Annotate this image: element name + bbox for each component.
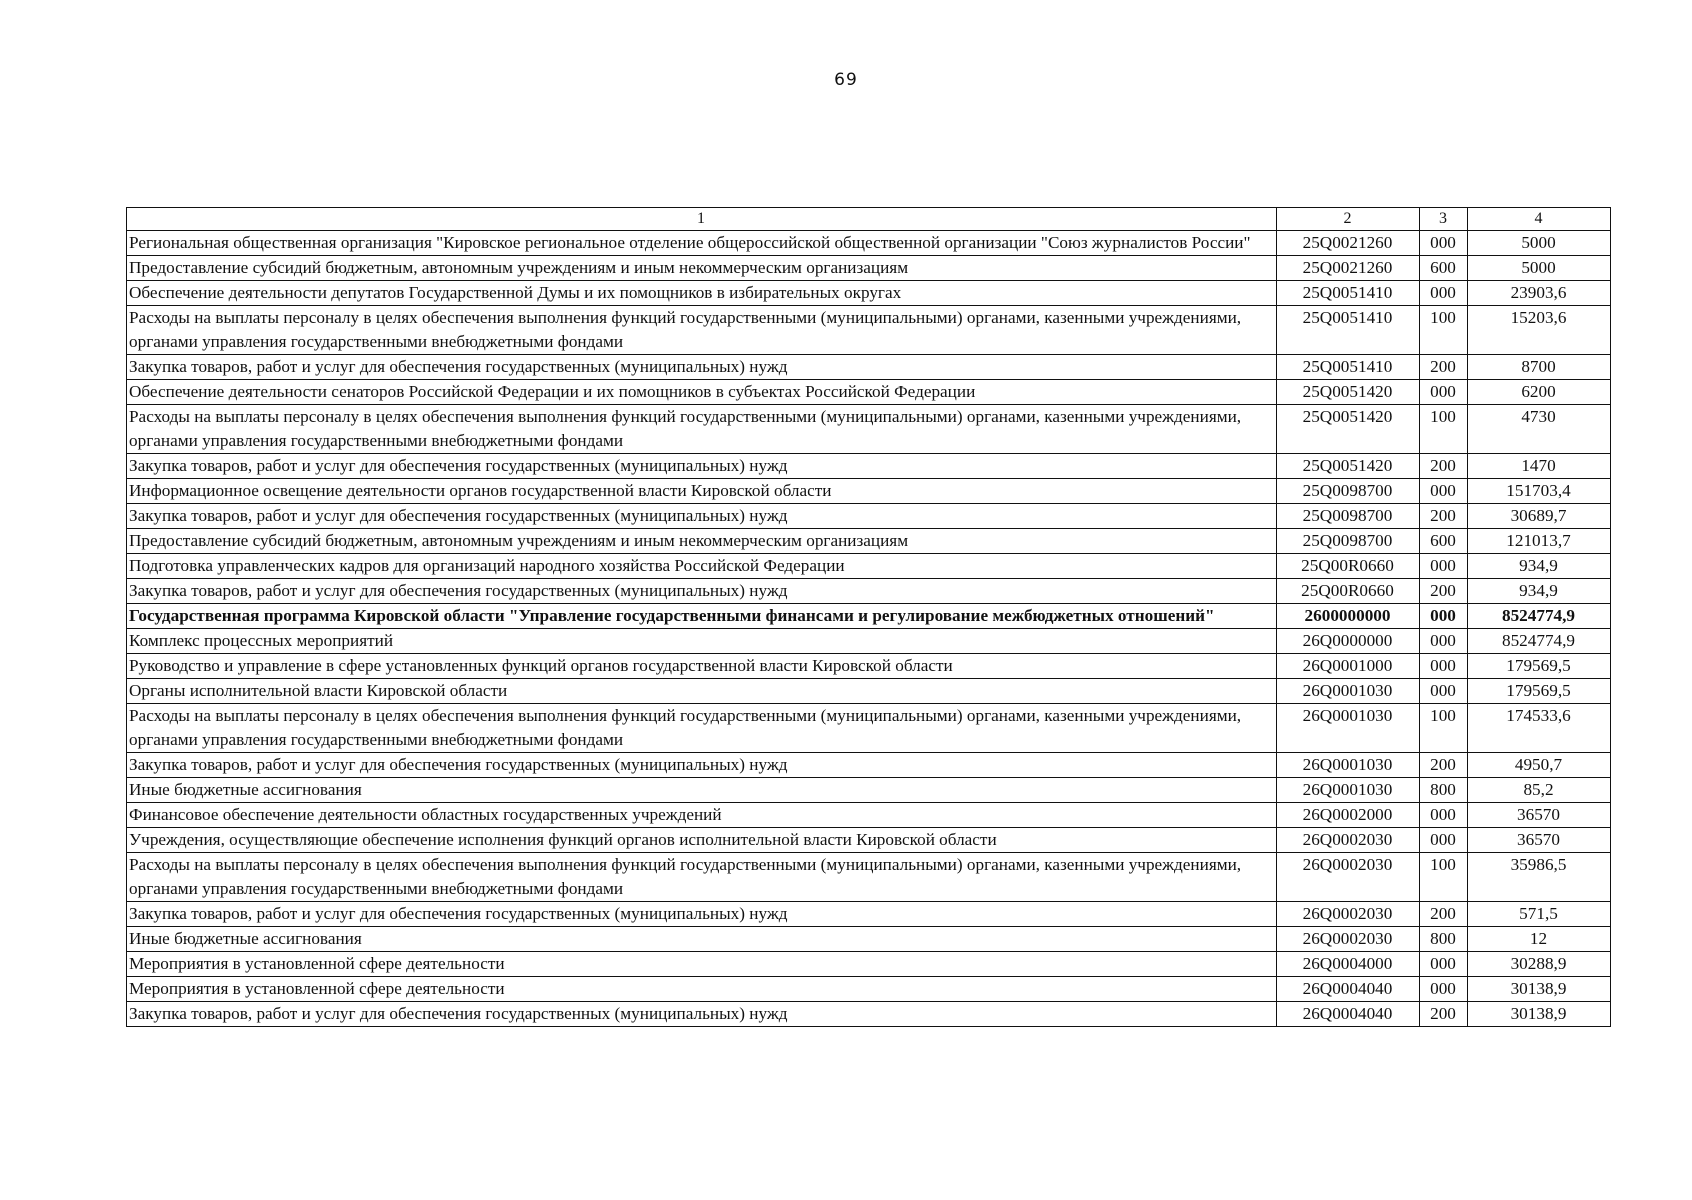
row-code-cell: 25Q00R0660 (1277, 579, 1420, 604)
row-type-cell: 800 (1420, 927, 1468, 952)
row-code-cell: 25Q0021260 (1277, 256, 1420, 281)
row-type-cell: 000 (1420, 554, 1468, 579)
table-row (127, 504, 1611, 529)
table-row (127, 256, 1611, 281)
table-row (127, 828, 1611, 853)
row-amount-cell: 30689,7 (1468, 504, 1611, 529)
row-name-cell: Расходы на выплаты персоналу в целях обеспечения выполнения функций государственными (муниципальными) органами, казенными учреждениями, органами управления государственными внебюджетными фондами (127, 405, 1277, 454)
row-amount-cell: 6200 (1468, 380, 1611, 405)
row-code-cell: 25Q0021260 (1277, 231, 1420, 256)
row-name-cell: Комплекс процессных мероприятий (127, 629, 1277, 654)
table-row (127, 454, 1611, 479)
row-type-cell: 000 (1420, 479, 1468, 504)
row-type-cell: 000 (1420, 629, 1468, 654)
row-code-cell: 26Q0002030 (1277, 853, 1420, 902)
row-amount-cell: 121013,7 (1468, 529, 1611, 554)
table-body (127, 231, 1611, 1027)
row-name-cell: Руководство и управление в сфере установленных функций органов государственной власти Кировской области (127, 654, 1277, 679)
row-name-cell: Подготовка управленческих кадров для организаций народного хозяйства Российской Федерации (127, 554, 1277, 579)
row-type-cell: 000 (1420, 952, 1468, 977)
row-name-cell: Закупка товаров, работ и услуг для обеспечения государственных (муниципальных) нужд (127, 355, 1277, 380)
row-amount-cell: 8700 (1468, 355, 1611, 380)
row-name-cell: Закупка товаров, работ и услуг для обеспечения государственных (муниципальных) нужд (127, 902, 1277, 927)
row-name-cell: Закупка товаров, работ и услуг для обеспечения государственных (муниципальных) нужд (127, 579, 1277, 604)
row-code-cell: 26Q0001000 (1277, 654, 1420, 679)
row-name-cell: Расходы на выплаты персоналу в целях обеспечения выполнения функций государственными (муниципальными) органами, казенными учреждениями, органами управления государственными внебюджетными фондами (127, 853, 1277, 902)
row-amount-cell: 30138,9 (1468, 1002, 1611, 1027)
row-amount-cell: 934,9 (1468, 579, 1611, 604)
table-row (127, 654, 1611, 679)
table-row (127, 778, 1611, 803)
row-name-cell: Закупка товаров, работ и услуг для обеспечения государственных (муниципальных) нужд (127, 1002, 1277, 1027)
row-code-cell: 25Q0051420 (1277, 454, 1420, 479)
row-code-cell: 25Q0051410 (1277, 281, 1420, 306)
table-row (127, 281, 1611, 306)
row-code-cell: 26Q0001030 (1277, 778, 1420, 803)
row-type-cell: 000 (1420, 828, 1468, 853)
table-row (127, 479, 1611, 504)
table-row (127, 977, 1611, 1002)
table-row (127, 853, 1611, 902)
header-col-2: 2 (1277, 208, 1420, 231)
table-row (127, 1002, 1611, 1027)
row-amount-cell: 12 (1468, 927, 1611, 952)
row-amount-cell: 571,5 (1468, 902, 1611, 927)
row-code-cell: 26Q0002030 (1277, 828, 1420, 853)
row-type-cell: 600 (1420, 256, 1468, 281)
row-type-cell: 000 (1420, 281, 1468, 306)
row-amount-cell: 8524774,9 (1468, 629, 1611, 654)
row-type-cell: 000 (1420, 803, 1468, 828)
row-name-cell: Информационное освещение деятельности органов государственной власти Кировской области (127, 479, 1277, 504)
row-amount-cell: 1470 (1468, 454, 1611, 479)
table-row (127, 579, 1611, 604)
table-row (127, 554, 1611, 579)
row-amount-cell: 934,9 (1468, 554, 1611, 579)
row-amount-cell: 8524774,9 (1468, 604, 1611, 629)
row-amount-cell: 4730 (1468, 405, 1611, 454)
table-row (127, 902, 1611, 927)
row-type-cell: 800 (1420, 778, 1468, 803)
row-amount-cell: 5000 (1468, 256, 1611, 281)
row-name-cell: Обеспечение деятельности сенаторов Российской Федерации и их помощников в субъектах Российской Федерации (127, 380, 1277, 405)
header-col-3: 3 (1420, 208, 1468, 231)
header-col-1: 1 (127, 208, 1277, 231)
row-code-cell: 2600000000 (1277, 604, 1420, 629)
row-code-cell: 25Q0098700 (1277, 529, 1420, 554)
table-row (127, 753, 1611, 778)
row-amount-cell: 36570 (1468, 828, 1611, 853)
row-name-cell: Финансовое обеспечение деятельности областных государственных учреждений (127, 803, 1277, 828)
table-row (127, 803, 1611, 828)
row-amount-cell: 30138,9 (1468, 977, 1611, 1002)
row-type-cell: 600 (1420, 529, 1468, 554)
row-type-cell: 000 (1420, 604, 1468, 629)
table-row (127, 629, 1611, 654)
row-code-cell: 25Q0051410 (1277, 355, 1420, 380)
row-code-cell: 25Q0098700 (1277, 479, 1420, 504)
row-amount-cell: 36570 (1468, 803, 1611, 828)
row-type-cell: 100 (1420, 853, 1468, 902)
row-amount-cell: 23903,6 (1468, 281, 1611, 306)
row-code-cell: 26Q0002030 (1277, 927, 1420, 952)
row-type-cell: 000 (1420, 679, 1468, 704)
row-name-cell: Мероприятия в установленной сфере деятельности (127, 977, 1277, 1002)
table-row (127, 704, 1611, 753)
row-type-cell: 200 (1420, 454, 1468, 479)
row-name-cell: Региональная общественная организация "Кировское региональное отделение общероссийской общественной организации "Союз журналистов России" (127, 231, 1277, 256)
row-type-cell: 100 (1420, 405, 1468, 454)
row-code-cell: 25Q0051420 (1277, 380, 1420, 405)
row-type-cell: 000 (1420, 231, 1468, 256)
row-amount-cell: 15203,6 (1468, 306, 1611, 355)
table-row (127, 952, 1611, 977)
row-type-cell: 000 (1420, 654, 1468, 679)
table-row (127, 529, 1611, 554)
row-type-cell: 200 (1420, 902, 1468, 927)
row-code-cell: 26Q0004040 (1277, 1002, 1420, 1027)
row-code-cell: 26Q0004040 (1277, 977, 1420, 1002)
row-code-cell: 26Q0000000 (1277, 629, 1420, 654)
row-code-cell: 25Q0098700 (1277, 504, 1420, 529)
row-name-cell: Расходы на выплаты персоналу в целях обеспечения выполнения функций государственными (муниципальными) органами, казенными учреждениями, органами управления государственными внебюджетными фондами (127, 704, 1277, 753)
row-amount-cell: 85,2 (1468, 778, 1611, 803)
header-col-4: 4 (1468, 208, 1611, 231)
row-type-cell: 000 (1420, 380, 1468, 405)
table-row (127, 355, 1611, 380)
row-type-cell: 000 (1420, 977, 1468, 1002)
row-code-cell: 26Q0002030 (1277, 902, 1420, 927)
row-amount-cell: 30288,9 (1468, 952, 1611, 977)
row-name-cell: Иные бюджетные ассигнования (127, 927, 1277, 952)
table-row (127, 679, 1611, 704)
row-type-cell: 200 (1420, 753, 1468, 778)
row-code-cell: 26Q0001030 (1277, 679, 1420, 704)
table-row (127, 927, 1611, 952)
row-code-cell: 25Q0051410 (1277, 306, 1420, 355)
row-code-cell: 25Q0051420 (1277, 405, 1420, 454)
row-amount-cell: 174533,6 (1468, 704, 1611, 753)
row-amount-cell: 151703,4 (1468, 479, 1611, 504)
table-row (127, 405, 1611, 454)
row-type-cell: 100 (1420, 306, 1468, 355)
row-amount-cell: 35986,5 (1468, 853, 1611, 902)
page-number: 69 (834, 70, 858, 90)
row-amount-cell: 179569,5 (1468, 679, 1611, 704)
row-type-cell: 200 (1420, 1002, 1468, 1027)
row-type-cell: 200 (1420, 504, 1468, 529)
table-row (127, 231, 1611, 256)
row-amount-cell: 4950,7 (1468, 753, 1611, 778)
row-type-cell: 100 (1420, 704, 1468, 753)
row-code-cell: 25Q00R0660 (1277, 554, 1420, 579)
row-code-cell: 26Q0002000 (1277, 803, 1420, 828)
row-name-cell: Закупка товаров, работ и услуг для обеспечения государственных (муниципальных) нужд (127, 454, 1277, 479)
row-type-cell: 200 (1420, 355, 1468, 380)
row-name-cell: Закупка товаров, работ и услуг для обеспечения государственных (муниципальных) нужд (127, 504, 1277, 529)
row-amount-cell: 5000 (1468, 231, 1611, 256)
row-name-cell: Предоставление субсидий бюджетным, автономным учреждениям и иным некоммерческим организациям (127, 529, 1277, 554)
row-amount-cell: 179569,5 (1468, 654, 1611, 679)
row-name-cell: Обеспечение деятельности депутатов Государственной Думы и их помощников в избирательных округах (127, 281, 1277, 306)
row-code-cell: 26Q0001030 (1277, 704, 1420, 753)
row-code-cell: 26Q0004000 (1277, 952, 1420, 977)
row-name-cell: Закупка товаров, работ и услуг для обеспечения государственных (муниципальных) нужд (127, 753, 1277, 778)
row-name-cell: Расходы на выплаты персоналу в целях обеспечения выполнения функций государственными (муниципальными) органами, казенными учреждениями, органами управления государственными внебюджетными фондами (127, 306, 1277, 355)
row-name-cell: Мероприятия в установленной сфере деятельности (127, 952, 1277, 977)
row-name-cell: Государственная программа Кировской области "Управление государственными финансами и регулирование межбюджетных отношений" (127, 604, 1277, 629)
table-row (127, 306, 1611, 355)
header-row (127, 208, 1611, 231)
budget-table (126, 207, 1611, 1027)
row-name-cell: Органы исполнительной власти Кировской области (127, 679, 1277, 704)
row-name-cell: Иные бюджетные ассигнования (127, 778, 1277, 803)
table-row (127, 380, 1611, 405)
row-name-cell: Учреждения, осуществляющие обеспечение исполнения функций органов исполнительной власти Кировской области (127, 828, 1277, 853)
row-code-cell: 26Q0001030 (1277, 753, 1420, 778)
row-name-cell: Предоставление субсидий бюджетным, автономным учреждениям и иным некоммерческим организациям (127, 256, 1277, 281)
table-row (127, 604, 1611, 629)
row-type-cell: 200 (1420, 579, 1468, 604)
